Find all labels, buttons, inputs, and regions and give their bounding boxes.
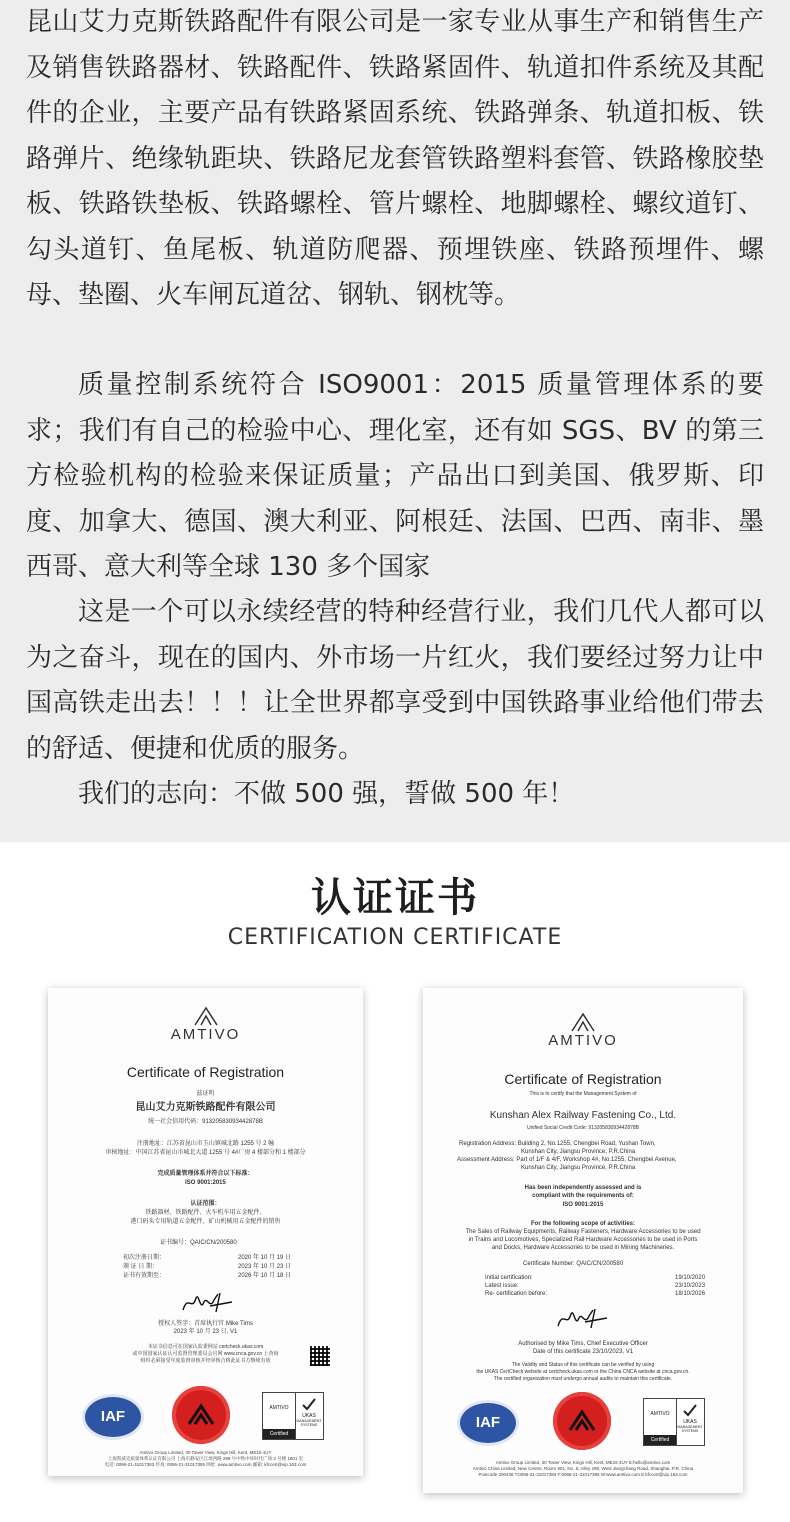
initial-date: 19/10/2020 <box>675 1275 706 1281</box>
intro-paragraph-2: 质量控制系统符合 ISO9001：2015 质量管理体系的要求；我们有自己的检验中心、理化室，还有如 SGS、BV 的第三方检验机构的检验来保证质量；产品出口到美国、俄罗斯、印度、加拿大、德国、澳大利亚、阿根廷、法国、巴西、南非、墨西哥、意大利等全球 130 多个国家 <box>26 370 764 582</box>
seal-mountain-icon <box>553 1392 611 1450</box>
signer-name: 授权人签字：首席执行官 Mike Tims <box>158 1321 253 1327</box>
amtivo-mountain-icon <box>570 1012 596 1032</box>
ukas-certified-box <box>262 1392 324 1440</box>
expiry-date-label: Re- certification before: <box>485 1291 548 1297</box>
company-name: 昆山艾力克斯铁路配件有限公司 <box>135 1102 276 1113</box>
standard-text: ISO 9001:2015 <box>562 1202 604 1208</box>
assessment-address-2: Kunshan City, Jiangsu Province, P.R.China <box>521 1165 636 1171</box>
seal-mountain-icon <box>172 1386 230 1444</box>
issue-date: 23/10/2023 <box>675 1283 706 1289</box>
amtivo-logo <box>48 1006 363 1043</box>
expiry-date-label: 证书有效期至： <box>123 1273 166 1279</box>
scope-line-3: and Docks, Hardware Accessories to be used in Mining Machineries. <box>491 1245 675 1251</box>
box-brand: AMTIVO <box>269 1405 289 1411</box>
issue-date-label: Latest issue: <box>485 1283 519 1289</box>
box-ukas: UKAS <box>683 1419 697 1425</box>
footer-line-1: Amtivo Group Limited, 30 Tower View, Kings Hill, Kent, ME19 4UY E:hello@amtivo.com <box>495 1460 671 1465</box>
footer-line-3: Postcode 200436 T:0086-21-31017383 F:0086-21-31017385 W:www.amtivo.com E:kfccert@vip.163.com <box>478 1472 688 1477</box>
registration-address: Registration Address: Building 2, No.1255, Chengbei Road, Yushan Town, <box>459 1141 656 1147</box>
red-seal-icon <box>553 1392 611 1450</box>
scope-line-1: 铁路器材、铁路配件、火车机车用五金配件、 <box>145 1210 266 1216</box>
credit-code: Unified Social Credit Code: 91320583093442878B <box>526 1125 640 1131</box>
box-certified: Certified <box>263 1429 295 1439</box>
footer-line-2: 上海凯威克质量体系认证有限公司 上海市静安区江场西路 299 号中铁中环时代广场 2 号楼 1801 室 <box>107 1456 304 1461</box>
certificate-number: Certificate Number: QAIC/CN/200580 <box>523 1261 624 1267</box>
complies-text: 完成质量管理体系并符合以下标准： <box>157 1171 254 1177</box>
crown-tick-icon <box>301 1397 317 1411</box>
footer-line-1: Amtivo Group Limited, 30 Tower View, Kings Hill, Kent, ME19 4UY <box>139 1450 272 1455</box>
signature-date: Date of this certificate 23/10/2023, V1 <box>532 1349 634 1355</box>
section-subtitle: CERTIFICATION CERTIFICATE <box>227 925 563 950</box>
initial-date: 2020 年 10 月 19 日 <box>238 1255 292 1261</box>
scope-line-1: The Sales of Railway Equipments, Railway Fasteners, Hardware Accessories to be used <box>465 1229 701 1235</box>
intro-paragraph-4: 我们的志向：不做 500 强，誓做 500 年！ <box>78 779 575 809</box>
expiry-date: 18/10/2026 <box>675 1291 706 1297</box>
amtivo-wordmark: AMTIVO <box>548 1032 618 1049</box>
box-ukas: UKAS <box>302 1413 316 1419</box>
verification-note-1: 本证书信息可在国家认监委网站 certcheck.ukas.com <box>147 1344 264 1350</box>
assessment-address: 审核地址：中国江苏省昆山市城北大道 1255 号 4#厂房 4 楼部分和 1 楼部分 <box>105 1150 306 1156</box>
registration-address: 注册地址：江苏省昆山市玉山镇城北路 1255 号 2 幢 <box>136 1141 275 1147</box>
certify-text: This is to certify that the Management System of <box>529 1091 637 1097</box>
section-title: 认证证书 <box>311 875 479 921</box>
box-management: MANAGEMENT SYSTEMS <box>296 1419 322 1427</box>
registration-address-2: Kunshan City, Jiangsu Province, P.R.China <box>521 1149 636 1155</box>
verification-note-2: the UKAS CertCheck website at certcheck.ukas.com or the China CNCA website at cnca.gov.cn. <box>476 1369 690 1375</box>
footer-line-3: 电话: 0086-21-31017383 传真: 0086-21-31017385 网址: www.amtivo.com 邮箱: kfccert@vip.163.com <box>104 1462 307 1467</box>
iaf-badge: IAF <box>457 1400 519 1446</box>
scope-label: For the following scope of activities: <box>530 1221 635 1227</box>
certificate-number: 证书编号：QAIC/CN/200580 <box>160 1240 237 1246</box>
amtivo-logo <box>423 1012 743 1049</box>
intro-paragraph-1: 昆山艾力克斯铁路配件有限公司是一家专业从事生产和销售生产及销售铁路器材、铁路配件、铁路紧固件、轨道扣件系统及其配件的企业，主要产品有铁路紧固系统、铁路弹条、轨道扣板、铁路弹片、绝缘轨距块、铁路尼龙套管铁路塑料套管、铁路橡胶垫板、铁路铁垫板、铁路螺栓、管片螺栓、地脚螺栓、螺纹道钉、勾头道钉、鱼尾板、轨道防爬器、预埋铁座、铁路预埋件、螺母、垫圈、火车闸瓦道岔、钢轨、钢枕等。 <box>26 7 764 310</box>
signature <box>555 1306 611 1332</box>
box-brand: AMTIVO <box>650 1411 670 1417</box>
amtivo-wordmark: AMTIVO <box>170 1026 241 1043</box>
initial-date-label: 初次注册日期： <box>123 1255 166 1261</box>
qr-code <box>310 1346 330 1366</box>
certificate-title: Certificate of Registration <box>504 1071 662 1087</box>
certificate-english <box>423 988 743 1493</box>
iaf-badge: IAF <box>82 1394 144 1440</box>
scope-line-2: 港口码头专用轨道五金配件、矿山机械用五金配件的销售 <box>130 1219 281 1225</box>
ukas-certified-box <box>643 1398 705 1446</box>
verification-note-3: 组织必须接受年度监督审核并经审核合格此证书方继续有效 <box>140 1358 271 1364</box>
signature-date: 2023 年 10 月 23 日, V1 <box>173 1329 238 1335</box>
amtivo-mountain-icon <box>193 1006 219 1026</box>
verification-note-2: 或中国国家认证认可监督管理委员会官网 www.cnca.gov.cn 上查询 <box>132 1351 279 1357</box>
red-seal-icon <box>172 1386 230 1444</box>
certificate-chinese <box>48 988 363 1476</box>
assessed-text-2: compliant with the requirements of: <box>532 1193 634 1199</box>
intro-paragraph-3: 这是一个可以永续经营的特种经营行业，我们几代人都可以为之奋斗，现在的国内、外市场一片红火，我们要经过努力让中国高铁走出去！！！让全世界都享受到中国铁路事业给他们带去的舒适、便捷和优质的服务。 <box>26 597 764 764</box>
assessed-text-1: Has been independently assessed and is <box>524 1185 642 1191</box>
crown-tick-icon <box>682 1403 698 1417</box>
signer-name: Authorised by Mike Tims, Chief Executive Officer <box>518 1341 648 1347</box>
box-management: MANAGEMENT SYSTEMS <box>677 1425 703 1433</box>
expiry-date: 2026 年 10 月 18 日 <box>238 1273 292 1279</box>
footer-line-2: Amtivo China Limited, New Centre, Room 901, No. 6, Alley 299, West Jiangchang Road, Shanghai, P.R. China <box>472 1466 694 1471</box>
box-certified: Certified <box>644 1435 676 1445</box>
signature <box>180 1290 236 1316</box>
issue-date: 2023 年 10 月 23 日 <box>238 1264 292 1270</box>
issue-date-label: 颁 证 日 期： <box>123 1264 159 1270</box>
certificate-title: Certificate of Registration <box>126 1064 285 1080</box>
credit-code: 统一社会信用代码：91320583093442878B <box>148 1119 263 1125</box>
certify-text: 兹证明 <box>196 1091 215 1097</box>
assessment-address: Assessment Address: Part of 1/F & 4/F, Workshop 4#, No.1255, Chengbei Avenue, <box>457 1157 677 1163</box>
scope-label: 认证范围： <box>190 1201 221 1207</box>
company-name: Kunshan Alex Railway Fastening Co., Ltd. <box>489 1110 677 1121</box>
verification-note-3: The certified organization must undergo annual audits to maintain this certificate. <box>493 1376 673 1382</box>
verification-note-1: The Validity and Status of this certificate can be verified by using <box>511 1362 655 1368</box>
standard-text: ISO 9001:2015 <box>185 1180 226 1186</box>
scope-line-2: in Trains and Locomotives, Specialized Rail Hardware Accessories to be used in Ports <box>468 1237 698 1243</box>
initial-date-label: Initial certification: <box>485 1275 533 1281</box>
